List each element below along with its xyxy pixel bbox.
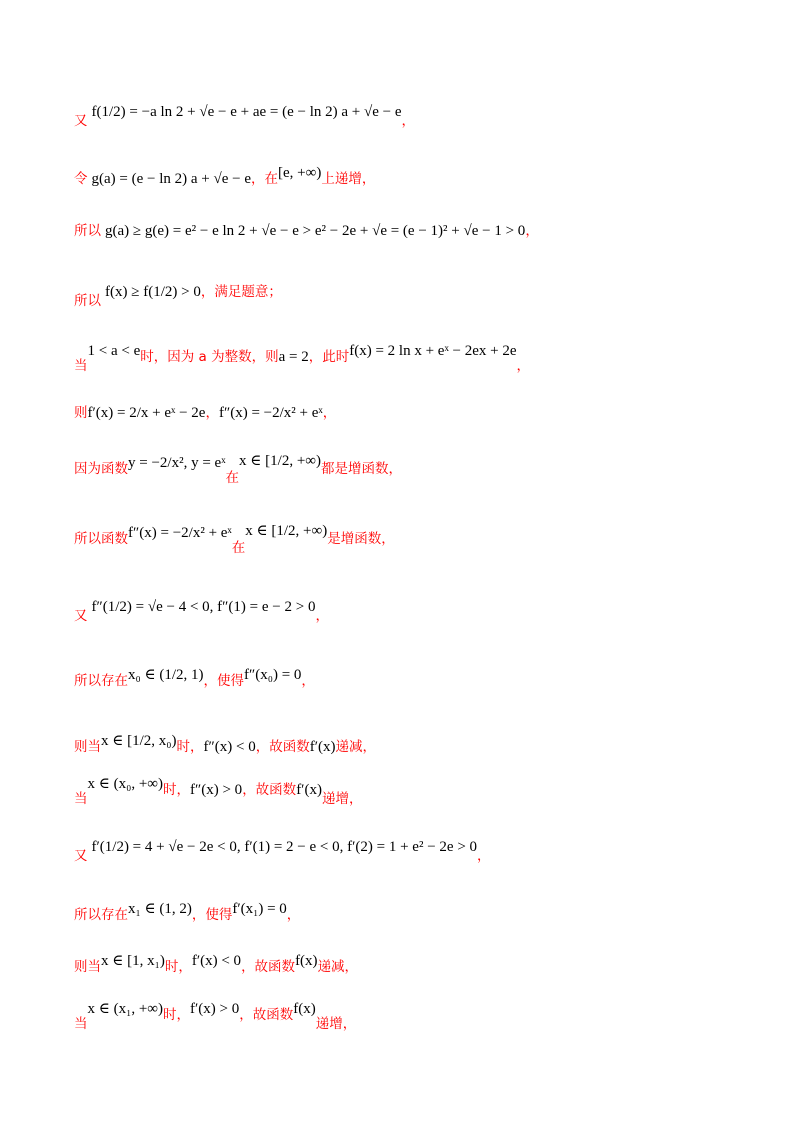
line-6-suffix: ， — [322, 404, 337, 421]
line-5-text-b: 时，因为 a 为整数，则 — [140, 348, 279, 365]
line-12-text-b: 时， — [162, 781, 190, 798]
line-7 — [74, 453, 402, 486]
line-5-prefix: 当 — [74, 357, 88, 374]
line-1-suffix: ， — [401, 112, 415, 129]
line-11-text-b: 时， — [176, 738, 204, 755]
line-7-suffix: 都是增函数， — [320, 460, 402, 477]
line-14-suffix: ， — [286, 906, 301, 923]
line-6 — [74, 406, 336, 421]
formula-a-range: 1 < a < e — [87, 343, 141, 359]
line-16-prefix: 当 — [74, 1015, 88, 1032]
line-14-text-b: ，使得 — [191, 906, 233, 923]
line-9-prefix: 又 — [74, 607, 88, 624]
formula-f-prime: f′(x) = 2/x + eˣ − 2e — [87, 405, 206, 421]
line-10-suffix: ， — [301, 672, 315, 689]
line-3-suffix: ， — [525, 222, 539, 239]
line-2-text-b: ，在 — [251, 170, 279, 187]
line-10-text-b: ，使得 — [203, 672, 244, 689]
formula-x-before-x0: x ∈ [1/2, x₀) — [101, 733, 177, 749]
line-2-prefix: 令 — [74, 170, 88, 187]
line-15 — [74, 953, 359, 975]
line-12-text-c: ，故函数 — [242, 781, 297, 798]
line-11 — [74, 733, 376, 755]
line-9-suffix: ， — [315, 607, 329, 624]
line-9 — [74, 599, 329, 624]
line-13-suffix: ， — [477, 847, 491, 864]
line-7-text-b: 在 — [225, 469, 240, 486]
formula-x-domain-2: x ∈ [1/2, +∞) — [245, 523, 328, 539]
formula-x1-interval: x₁ ∈ (1, 2) — [128, 901, 192, 917]
line-15-suffix: 递减， — [317, 958, 359, 975]
formula-f-double-prime-x0: f″(x₀) = 0 — [244, 667, 302, 683]
formula-f-prime-label: f′(x) — [309, 739, 336, 755]
line-14-prefix: 所以存在 — [74, 906, 128, 923]
line-3 — [74, 224, 539, 239]
line-13 — [74, 839, 491, 864]
line-16-text-c: ，故函数 — [239, 1006, 294, 1023]
line-7-prefix: 因为函数 — [74, 460, 128, 477]
line-12 — [74, 776, 363, 807]
line-10 — [74, 667, 315, 689]
formula-x0-interval: x₀ ∈ (1/2, 1) — [128, 667, 204, 683]
line-5-suffix: ， — [516, 357, 531, 374]
line-8-suffix: 是增函数， — [327, 530, 395, 547]
formula-g-a: g(a) = (e − ln 2) a + √e − e — [91, 171, 252, 187]
line-6-text-b: ， — [205, 404, 219, 421]
formula-a-equals-2: a = 2 — [278, 349, 309, 365]
formula-f-double-prime-values: f″(1/2) = √e − 4 < 0, f″(1) = e − 2 > 0 — [91, 599, 316, 615]
line-2 — [74, 165, 376, 187]
line-1 — [74, 104, 415, 129]
line-10-prefix: 所以存在 — [74, 672, 128, 689]
line-6-prefix: 则 — [74, 404, 88, 421]
formula-f-double-prime-positive: f″(x) > 0 — [189, 782, 243, 798]
line-3-prefix: 所以 — [74, 222, 101, 239]
formula-f-positive: f(x) ≥ f(1/2) > 0 — [105, 284, 201, 300]
line-11-text-c: ，故函数 — [255, 738, 310, 755]
formula-f-double-prime-2: f″(x) = −2/x² + eˣ — [128, 525, 232, 541]
line-13-prefix: 又 — [74, 847, 88, 864]
formula-f-prime-values: f′(1/2) = 4 + √e − 2e < 0, f′(1) = 2 − e < 0, f′(2) = 1 + e² − 2e > 0 — [91, 839, 478, 855]
formula-x-domain: x ∈ [1/2, +∞) — [239, 453, 321, 469]
line-2-text-c: 上递增， — [321, 170, 376, 187]
formula-f-prime-x1: f′(x₁) = 0 — [232, 901, 287, 917]
line-15-text-c: ，故函数 — [241, 958, 296, 975]
formula-f-definition: f(x) = 2 ln x + eˣ − 2ex + 2e — [349, 343, 517, 359]
formula-f-prime-positive: f′(x) > 0 — [189, 1001, 240, 1017]
formula-f-prime-label-2: f′(x) — [296, 782, 322, 798]
line-8-prefix: 所以函数 — [74, 530, 128, 547]
formula-x-after-x1: x ∈ (x₁, +∞) — [87, 1001, 163, 1017]
line-14 — [74, 901, 301, 923]
formula-x-after-x0: x ∈ (x₀, +∞) — [87, 776, 163, 792]
line-5-text-c: ，此时 — [308, 348, 350, 365]
line-15-prefix: 则当 — [74, 958, 101, 975]
formula-f-label-2: f(x) — [293, 1001, 316, 1017]
line-16 — [74, 1001, 357, 1032]
formula-f-prime-negative: f′(x) < 0 — [191, 953, 242, 969]
formula-two-functions: y = −2/x², y = eˣ — [128, 455, 226, 471]
formula-f-label: f(x) — [295, 953, 318, 969]
formula-interval-e: [e, +∞) — [278, 165, 322, 181]
formula-x-before-x1: x ∈ [1, x₁) — [101, 953, 165, 969]
line-4-prefix: 所以 — [74, 292, 101, 309]
formula-f-double-prime-negative: f″(x) < 0 — [203, 739, 256, 755]
line-1-prefix: 又 — [74, 112, 88, 129]
line-11-suffix: 递减， — [335, 738, 376, 755]
line-12-suffix: 递增， — [321, 790, 363, 807]
line-4-suffix: ，满足题意； — [200, 283, 282, 300]
line-11-prefix: 则当 — [74, 738, 101, 755]
formula-g-inequality: g(a) ≥ g(e) = e² − e ln 2 + √e − e > e² − 2e + √e = (e − 1)² + √e − 1 > 0 — [105, 223, 526, 239]
line-8 — [74, 523, 395, 556]
line-5 — [74, 343, 531, 374]
formula-f-double-prime: f″(x) = −2/x² + eˣ — [218, 405, 323, 421]
formula-f-half: f(1/2) = −a ln 2 + √e − e + ae = (e − ln 2) a + √e − e — [91, 104, 402, 120]
line-16-suffix: 递增， — [315, 1015, 357, 1032]
line-16-text-b: 时， — [162, 1006, 190, 1023]
line-8-text-b: 在 — [231, 539, 246, 556]
line-15-text-b: 时， — [164, 958, 192, 975]
line-12-prefix: 当 — [74, 790, 88, 807]
line-4 — [74, 283, 282, 309]
